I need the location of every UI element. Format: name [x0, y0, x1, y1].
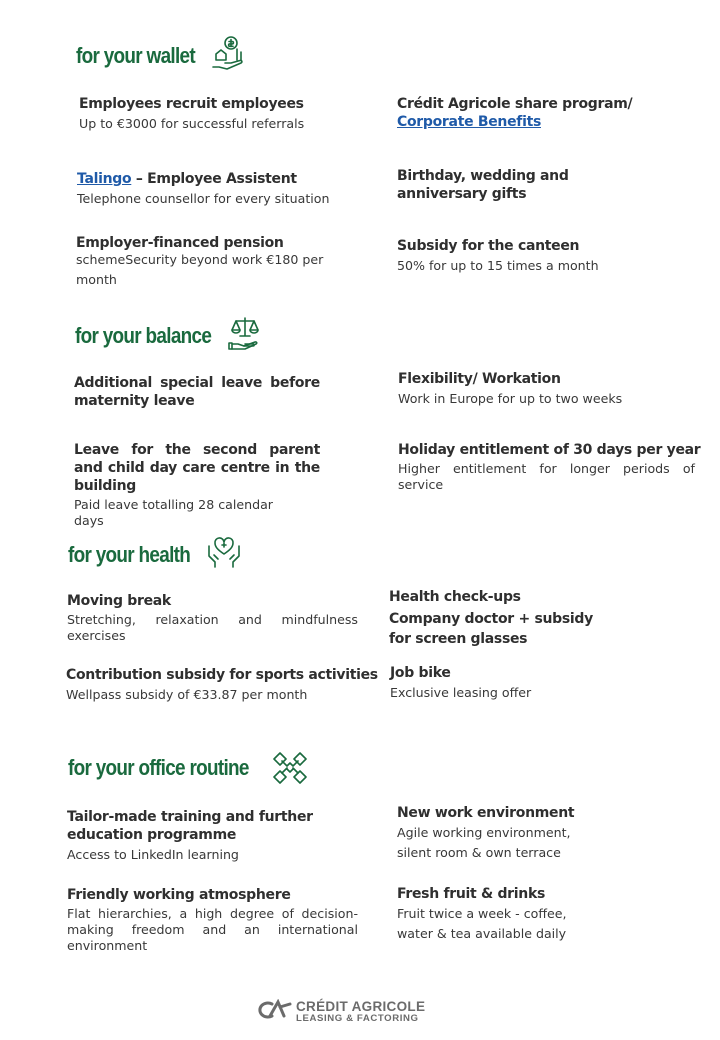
hand-money-icon [211, 35, 247, 71]
benefit-working-atmosphere [67, 886, 358, 954]
benefit-sports-subsidy [66, 666, 378, 705]
hands-heart-icon [206, 534, 242, 570]
section-title-balance: for your balance [75, 323, 212, 348]
benefit-heading: Subsidy for the canteen [397, 238, 580, 254]
benefit-description: Telephone counsellor for every situation [77, 191, 330, 206]
benefit-canteen [397, 237, 697, 276]
benefit-talingo [77, 170, 367, 209]
benefit-employee-referral [79, 95, 369, 134]
section-title-health: for your health [68, 542, 191, 567]
corporate-benefits-link[interactable]: Corporate Benefits [397, 114, 541, 130]
benefit-description: 50% for up to 15 times a month [397, 258, 599, 273]
benefit-holiday-entitlement [398, 441, 701, 493]
benefit-health-checkups [389, 588, 619, 649]
benefit-description: Exclusive leasing offer [390, 685, 532, 700]
benefit-heading: Birthday, wedding and anniversary gifts [397, 168, 569, 202]
benefit-description: Wellpass subsidy of €33.87 per month [66, 687, 308, 702]
benefit-description: Stretching, relaxation and mindfulness exercises [67, 612, 358, 643]
benefit-heading: Additional special leave before maternity leave [74, 375, 320, 409]
footer-brand-line1: CRÉDIT AGRICOLE [296, 999, 426, 1014]
benefit-heading: Employer-financed pension [76, 235, 284, 251]
benefit-description: schemeSecurity beyond work €180 per month [76, 252, 324, 287]
benefit-fruit-drinks [397, 885, 597, 944]
benefit-heading-rest: – Employee Assistent [131, 171, 297, 187]
benefit-gifts [397, 167, 597, 203]
section-title-office: for your office routine [68, 755, 249, 780]
benefit-heading: Tailor-made training and further education programme [67, 809, 313, 843]
section-title-wallet: for your wallet [76, 43, 195, 68]
benefit-heading-detail: Company doctor + subsidy for screen glasses [389, 611, 593, 647]
benefit-description: Flat hierarchies, a high degree of decision-making freedom and an international environment [67, 906, 358, 953]
benefit-workation [398, 370, 698, 409]
benefit-heading: New work environment [397, 805, 575, 821]
benefit-heading [77, 170, 367, 188]
benefit-description: Work in Europe for up to two weeks [398, 391, 623, 406]
benefit-moving-break [67, 592, 358, 644]
benefit-training [67, 808, 327, 865]
benefit-maternity-leave [74, 374, 320, 410]
benefit-heading: Friendly working atmosphere [67, 887, 291, 903]
handshake-icon [272, 749, 308, 785]
benefit-heading: Moving break [67, 593, 171, 609]
benefit-description: Fruit twice a week - coffee, water & tea available daily [397, 906, 567, 941]
benefit-heading: Holiday entitlement of 30 days per year [398, 442, 701, 458]
footer-brand-line2: LEASING & FACTORING [296, 1013, 419, 1024]
benefit-heading: Flexibility/ Workation [398, 371, 561, 387]
benefit-description: Agile working environment, silent room & own terrace [397, 825, 571, 860]
talingo-link[interactable]: Talingo [77, 171, 132, 187]
benefit-description: Paid leave totalling 28 calendar days [74, 497, 273, 528]
benefit-heading: Leave for the second parent and child day care centre in the building [74, 442, 320, 494]
benefit-description: Up to €3000 for successful referrals [79, 116, 305, 131]
benefit-heading: Employees recruit employees [79, 96, 304, 112]
benefit-description: Higher entitlement for longer periods of service [398, 461, 695, 492]
benefit-share-program [397, 95, 697, 131]
benefit-heading: Health check-ups [389, 589, 521, 605]
benefit-description: Access to LinkedIn learning [67, 847, 239, 862]
benefit-job-bike [390, 664, 690, 703]
benefit-heading: Crédit Agricole share program/ [397, 96, 633, 112]
benefit-heading: Job bike [390, 665, 451, 681]
hand-scales-icon [227, 315, 263, 351]
benefit-pension [76, 234, 326, 290]
credit-agricole-logo-icon [258, 999, 292, 1021]
benefit-work-environment [397, 804, 607, 863]
benefit-heading: Contribution subsidy for sports activities [66, 667, 378, 683]
benefit-heading: Fresh fruit & drinks [397, 886, 545, 902]
benefit-second-parent-leave [74, 441, 320, 529]
